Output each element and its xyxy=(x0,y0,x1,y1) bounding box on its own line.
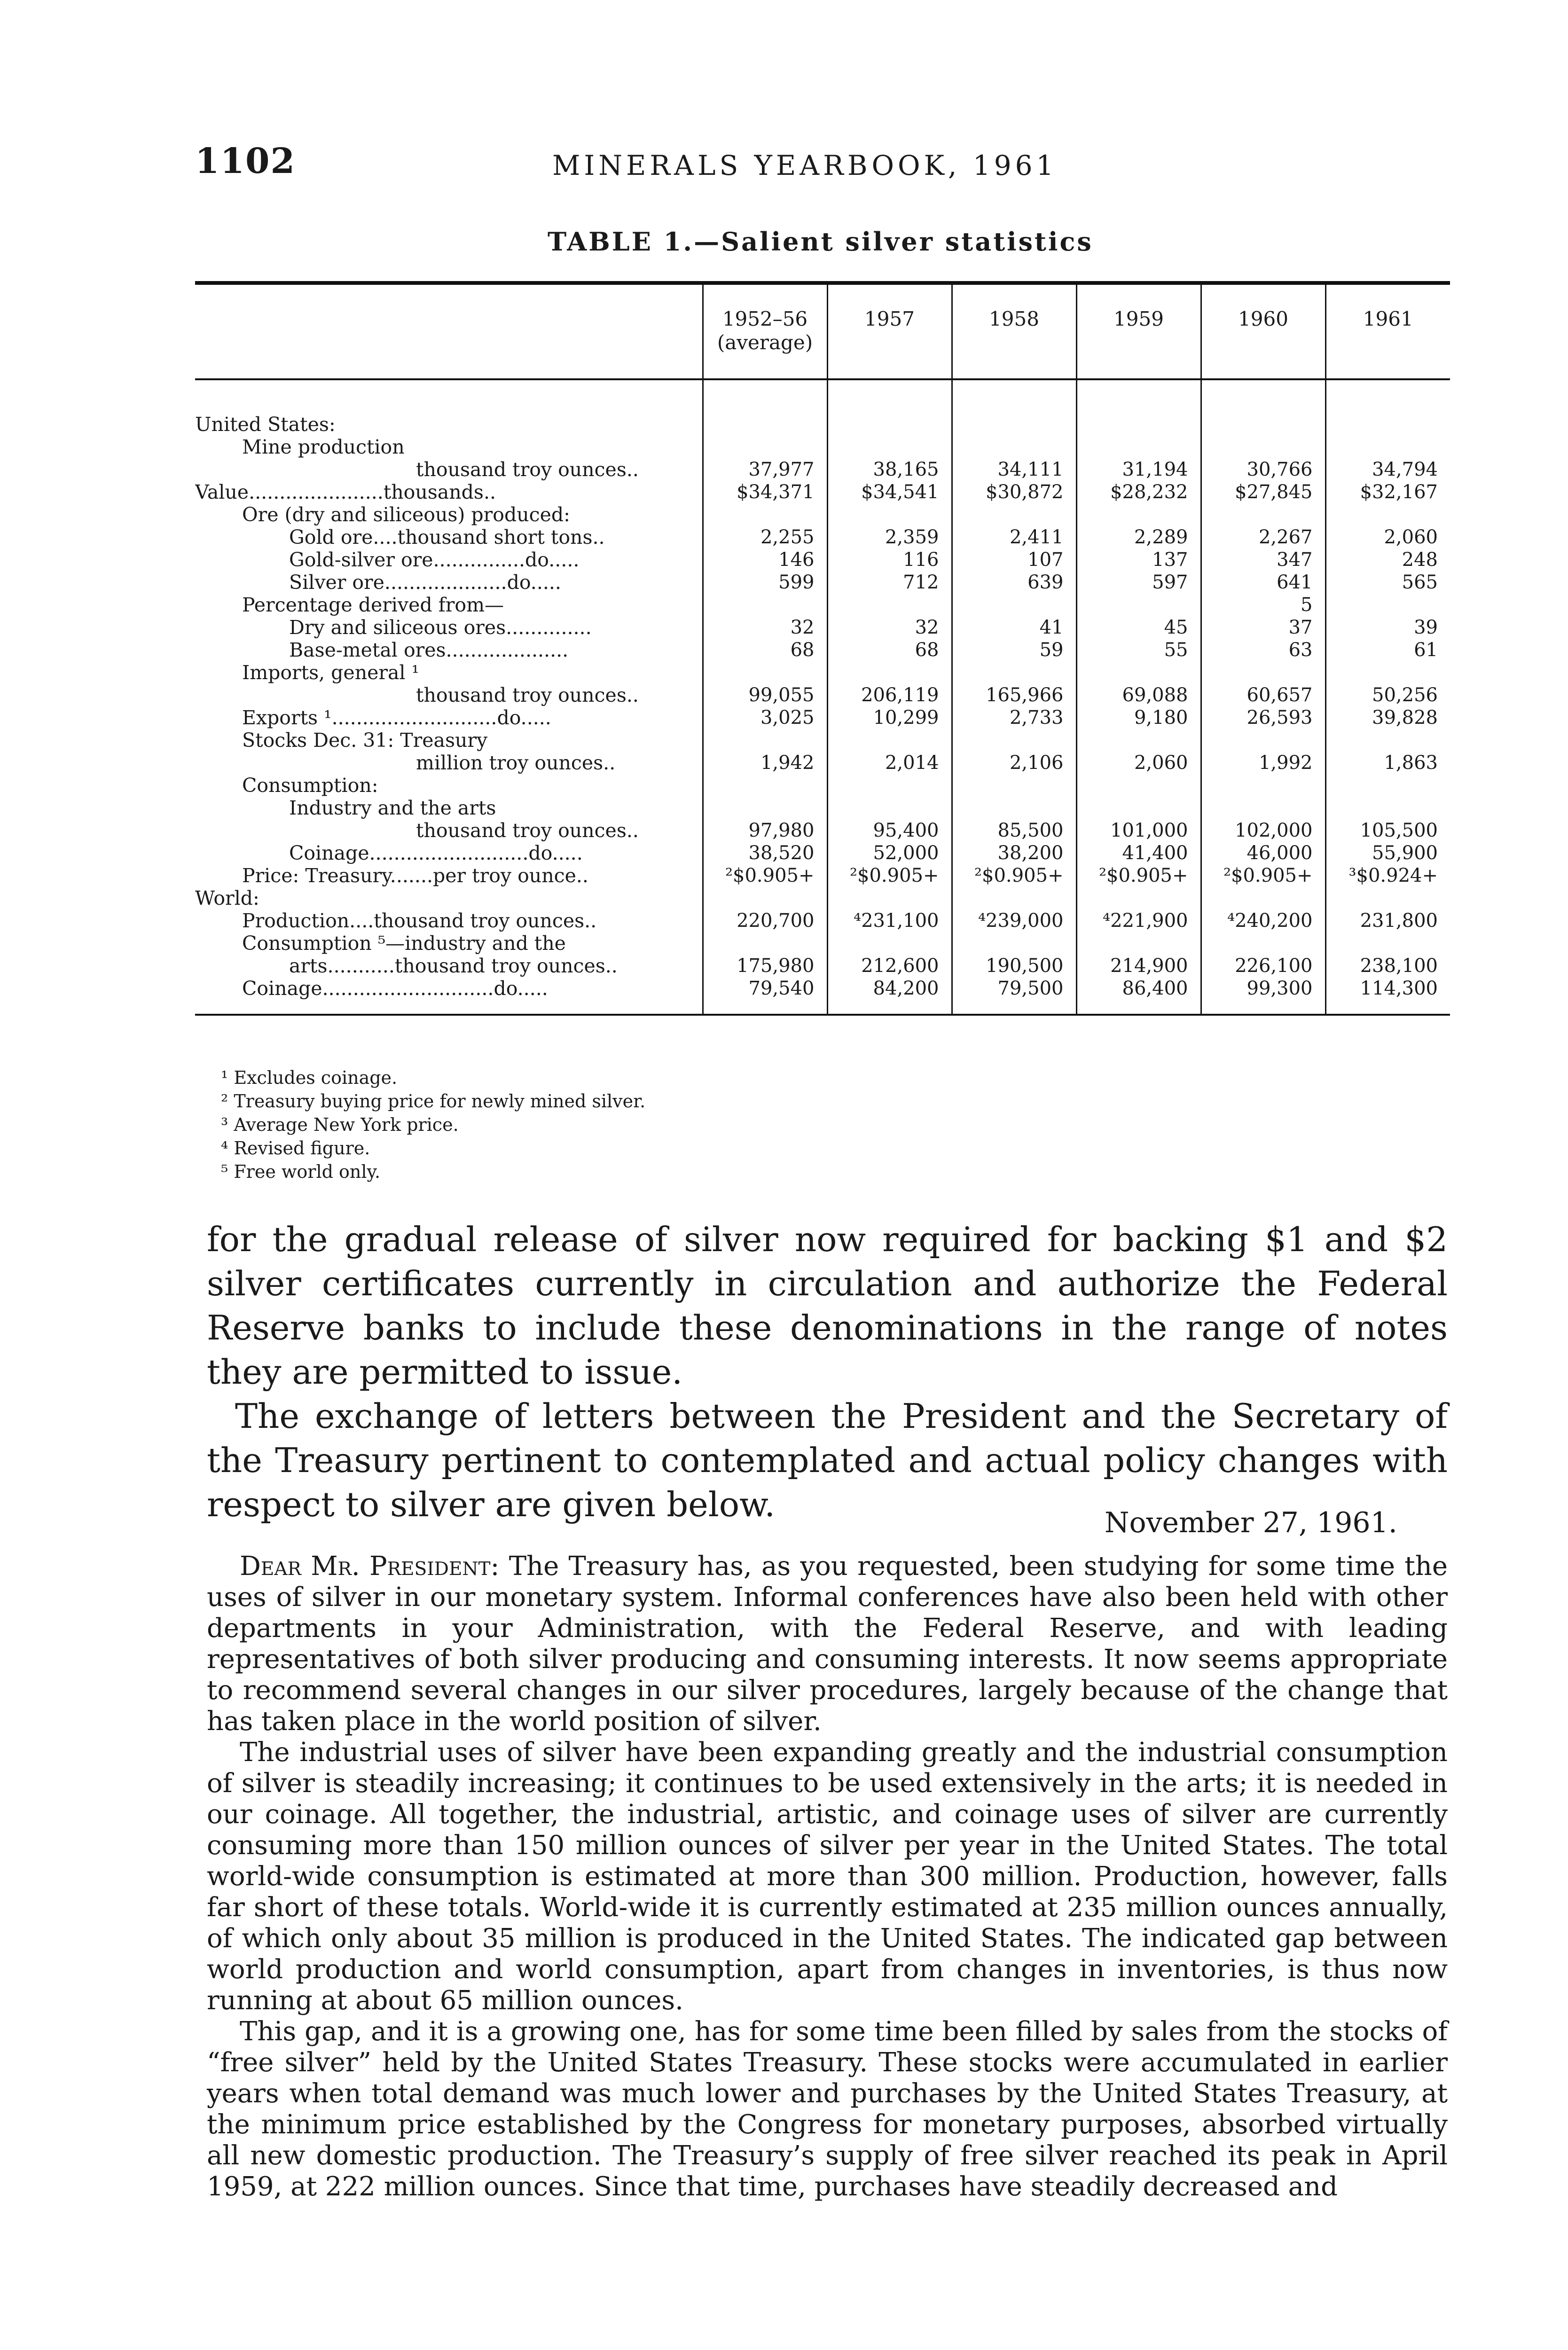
row-value: 41,400 xyxy=(1076,842,1201,864)
letter-paragraph: This gap, and it is a growing one, has for some time been filled by sales from the stocks of “free silver” held by the United States Treasury. These stocks were accumulated in earlier years when total demand was much lower and purchases by the United States Treasury, at the minimum price established by the Congress for monetary purposes, absorbed virtually all new domestic production. The Treasury’s supply of free silver reached its peak in April 1959, at 222 million ounces. Since that time, purchases have steadily decreased and xyxy=(207,2016,1448,2202)
row-value: 2,060 xyxy=(1325,526,1450,548)
row-label: Ore (dry and siliceous) produced: xyxy=(242,503,570,526)
row-label: Value......................thousands.. xyxy=(195,481,496,503)
row-value: 55 xyxy=(1076,639,1201,661)
column-header: 1959 xyxy=(1076,283,1201,379)
header-label-cell xyxy=(195,283,703,379)
row-value: 238,100 xyxy=(1325,955,1450,977)
row-value: 1,942 xyxy=(703,752,827,774)
row-value xyxy=(703,436,827,458)
row-value: 206,119 xyxy=(827,684,952,706)
row-value: $34,541 xyxy=(827,481,952,503)
row-value: 175,980 xyxy=(703,955,827,977)
row-label: arts...........thousand troy ounces.. xyxy=(289,955,618,977)
row-value xyxy=(827,797,952,819)
row-value: 2,733 xyxy=(952,706,1076,729)
row-value: 1,863 xyxy=(1325,752,1450,774)
row-value xyxy=(952,436,1076,458)
row-value xyxy=(703,379,827,436)
row-value xyxy=(703,797,827,819)
row-value xyxy=(952,932,1076,955)
row-value: 2,255 xyxy=(703,526,827,548)
row-value: 2,411 xyxy=(952,526,1076,548)
row-value xyxy=(952,379,1076,436)
row-value xyxy=(703,932,827,955)
table-row xyxy=(195,864,1450,887)
row-value: 84,200 xyxy=(827,977,952,1015)
table-row xyxy=(195,684,1450,706)
row-value: 38,165 xyxy=(827,458,952,481)
row-value xyxy=(1325,797,1450,819)
column-header: 1952–56 (average) xyxy=(703,283,827,379)
row-value xyxy=(703,503,827,526)
table-footnotes xyxy=(221,1066,645,1183)
row-value: ²$0.905+ xyxy=(1201,864,1325,887)
row-value xyxy=(1201,436,1325,458)
row-value: 212,600 xyxy=(827,955,952,977)
row-value: 137 xyxy=(1076,548,1201,571)
row-value xyxy=(1076,594,1201,616)
table-row xyxy=(195,932,1450,955)
footnote: ⁴ Revised figure. xyxy=(221,1138,370,1159)
row-value: 55,900 xyxy=(1325,842,1450,864)
row-value: 79,540 xyxy=(703,977,827,1015)
table-row xyxy=(195,819,1450,842)
footnote: ⁵ Free world only. xyxy=(221,1161,381,1182)
table-row xyxy=(195,458,1450,481)
row-label: Industry and the arts xyxy=(289,797,496,819)
row-value: 599 xyxy=(703,571,827,594)
row-value xyxy=(1076,661,1201,684)
row-value: 31,194 xyxy=(1076,458,1201,481)
footnote: ² Treasury buying price for newly mined silver. xyxy=(221,1091,646,1112)
row-value: 146 xyxy=(703,548,827,571)
row-value: ⁴231,100 xyxy=(827,909,952,932)
row-value: ²$0.905+ xyxy=(952,864,1076,887)
row-value xyxy=(827,379,952,436)
row-value: $27,845 xyxy=(1201,481,1325,503)
body-paragraph: for the gradual release of silver now required for backing $1 and $2 silver certificates currently in circulation and authorize the Federal Reserve banks to include these denominations in the range of notes they are permitted to issue. xyxy=(207,1220,1448,1392)
row-value: 116 xyxy=(827,548,952,571)
row-value xyxy=(1325,729,1450,752)
table-row xyxy=(195,955,1450,977)
row-value xyxy=(703,661,827,684)
row-value: 641 xyxy=(1201,571,1325,594)
row-value: 34,794 xyxy=(1325,458,1450,481)
row-label: Consumption: xyxy=(242,774,378,797)
table-header-row xyxy=(195,283,1450,379)
row-value: 60,657 xyxy=(1201,684,1325,706)
row-value xyxy=(703,887,827,909)
row-value: ²$0.905+ xyxy=(703,864,827,887)
row-value xyxy=(1325,887,1450,909)
row-value: $28,232 xyxy=(1076,481,1201,503)
letter-paragraph: The industrial uses of silver have been expanding greatly and the industrial consumption of silver is steadily increasing; it continues to be used extensively in the arts; it is needed in our coinage. All together, the industrial, artistic, and coinage uses of silver are currently consuming more than 150 million ounces of silver per year in the United States. The total world-wide consumption is estimated at more than 300 million. Production, however, falls far short of these totals. World-wide it is currently estimated at 235 million ounces annually, of which only about 35 million is produced in the United States. The indicated gap between world production and world consumption, apart from changes in inventories, is thus now running at about 65 million ounces. xyxy=(207,1737,1448,2016)
running-title: MINERALS YEARBOOK, 1961 xyxy=(552,149,1058,181)
row-value xyxy=(827,594,952,616)
row-value: 79,500 xyxy=(952,977,1076,1015)
row-value: 105,500 xyxy=(1325,819,1450,842)
row-value: 2,359 xyxy=(827,526,952,548)
row-value xyxy=(1076,887,1201,909)
row-value: 565 xyxy=(1325,571,1450,594)
row-value: ⁴221,900 xyxy=(1076,909,1201,932)
row-value xyxy=(1201,729,1325,752)
row-value xyxy=(1076,436,1201,458)
table-row xyxy=(195,526,1450,548)
row-value xyxy=(827,887,952,909)
row-value xyxy=(827,436,952,458)
row-value: 165,966 xyxy=(952,684,1076,706)
row-value: 32 xyxy=(827,616,952,639)
row-value xyxy=(952,729,1076,752)
row-label: Gold-silver ore...............do..... xyxy=(289,548,580,571)
row-value: 46,000 xyxy=(1201,842,1325,864)
row-value: 2,014 xyxy=(827,752,952,774)
letter-body xyxy=(207,1551,1448,2202)
row-value: 231,800 xyxy=(1325,909,1450,932)
row-value xyxy=(1201,932,1325,955)
row-label: Base-metal ores.................... xyxy=(289,639,569,661)
row-value: 2,267 xyxy=(1201,526,1325,548)
row-value: 61 xyxy=(1325,639,1450,661)
row-value: 95,400 xyxy=(827,819,952,842)
footnote: ³ Average New York price. xyxy=(221,1114,459,1135)
row-value xyxy=(1325,661,1450,684)
table-row xyxy=(195,729,1450,752)
row-value xyxy=(952,661,1076,684)
table-row xyxy=(195,774,1450,797)
row-value xyxy=(703,729,827,752)
row-value: 97,980 xyxy=(703,819,827,842)
table-row xyxy=(195,977,1450,1015)
row-value: $30,872 xyxy=(952,481,1076,503)
row-value xyxy=(952,797,1076,819)
row-value xyxy=(1325,503,1450,526)
row-value: 347 xyxy=(1201,548,1325,571)
row-value xyxy=(1325,379,1450,436)
row-value: 32 xyxy=(703,616,827,639)
table-title: TABLE 1.—Salient silver statistics xyxy=(548,227,1093,257)
table-row xyxy=(195,661,1450,684)
row-value xyxy=(1325,932,1450,955)
column-header: 1957 xyxy=(827,283,952,379)
row-label: million troy ounces.. xyxy=(416,752,616,774)
row-value xyxy=(827,774,952,797)
row-value xyxy=(1325,594,1450,616)
letter-salutation: Dear Mr. President: xyxy=(240,1551,500,1582)
row-value xyxy=(1201,887,1325,909)
row-value: ²$0.905+ xyxy=(1076,864,1201,887)
table-row xyxy=(195,842,1450,864)
row-value xyxy=(827,661,952,684)
table-row xyxy=(195,887,1450,909)
row-value: 86,400 xyxy=(1076,977,1201,1015)
table-row xyxy=(195,909,1450,932)
row-value: 597 xyxy=(1076,571,1201,594)
row-label: Coinage..........................do..... xyxy=(289,842,583,864)
row-value: 39 xyxy=(1325,616,1450,639)
row-label: Mine production xyxy=(242,436,405,458)
row-value: ⁴239,000 xyxy=(952,909,1076,932)
table-row xyxy=(195,594,1450,616)
row-value xyxy=(827,729,952,752)
table-row xyxy=(195,616,1450,639)
page-number: 1102 xyxy=(195,141,296,181)
table-row xyxy=(195,548,1450,571)
row-value: ⁴240,200 xyxy=(1201,909,1325,932)
table-body xyxy=(195,379,1450,1015)
row-label: World: xyxy=(195,887,259,909)
row-value xyxy=(1201,774,1325,797)
row-label: Percentage derived from— xyxy=(242,594,504,616)
row-value: 68 xyxy=(827,639,952,661)
row-value: 68 xyxy=(703,639,827,661)
row-value xyxy=(952,503,1076,526)
row-value: 2,106 xyxy=(952,752,1076,774)
row-value xyxy=(1201,503,1325,526)
row-value: 45 xyxy=(1076,616,1201,639)
row-value: 34,111 xyxy=(952,458,1076,481)
row-value: 26,593 xyxy=(1201,706,1325,729)
row-value: 85,500 xyxy=(952,819,1076,842)
letter-paragraph-text: The Treasury has, as you requested, been studying for some time the uses of silver in our monetary system. Informal conferences have also been held with other departments in your Administration, with the Federal Reserve, and with leading representatives of both silver producing and consuming interests. It now seems appropriate to recommend several changes in our silver procedures, largely because of the change that has taken place in the world position of silver. xyxy=(207,1551,1448,1737)
row-value xyxy=(1201,797,1325,819)
page-header xyxy=(195,141,1450,193)
table-row xyxy=(195,481,1450,503)
row-value xyxy=(952,887,1076,909)
row-value: 101,000 xyxy=(1076,819,1201,842)
row-label: United States: xyxy=(195,413,336,436)
letter-paragraph xyxy=(207,1551,1448,1737)
row-label: Production....thousand troy ounces.. xyxy=(242,909,597,932)
table-row xyxy=(195,379,1450,436)
column-header: 1960 xyxy=(1201,283,1325,379)
row-value: 38,200 xyxy=(952,842,1076,864)
row-value: 1,992 xyxy=(1201,752,1325,774)
table-row xyxy=(195,752,1450,774)
row-value xyxy=(1201,379,1325,436)
row-value: 248 xyxy=(1325,548,1450,571)
row-value: 190,500 xyxy=(952,955,1076,977)
row-value: 69,088 xyxy=(1076,684,1201,706)
row-label: thousand troy ounces.. xyxy=(416,684,639,706)
row-label: Exports ¹...........................do..... xyxy=(242,706,551,729)
row-value xyxy=(1076,729,1201,752)
table-row xyxy=(195,706,1450,729)
row-value: ²$0.905+ xyxy=(827,864,952,887)
row-label: Coinage............................do..... xyxy=(195,977,703,1015)
table-row xyxy=(195,797,1450,819)
row-value xyxy=(1076,774,1201,797)
body-paragraph: The exchange of letters between the President and the Secretary of the Treasury pertinent to contemplated and actual policy changes with respect to silver are given below. xyxy=(207,1396,1448,1524)
row-value: 37,977 xyxy=(703,458,827,481)
row-value: 10,299 xyxy=(827,706,952,729)
row-value xyxy=(1325,436,1450,458)
row-value: 3,025 xyxy=(703,706,827,729)
footnote: ¹ Excludes coinage. xyxy=(221,1067,398,1088)
row-value: ³$0.924+ xyxy=(1325,864,1450,887)
row-value xyxy=(1076,797,1201,819)
row-value xyxy=(1076,932,1201,955)
salient-silver-statistics-table xyxy=(195,281,1450,1016)
row-value xyxy=(1076,379,1201,436)
row-value xyxy=(703,594,827,616)
row-label: Dry and siliceous ores.............. xyxy=(289,616,592,639)
row-value: $34,371 xyxy=(703,481,827,503)
row-value: 37 xyxy=(1201,616,1325,639)
row-value xyxy=(1325,774,1450,797)
row-label: thousand troy ounces.. xyxy=(416,458,639,481)
row-label: Stocks Dec. 31: Treasury xyxy=(242,729,488,752)
row-value: $32,167 xyxy=(1325,481,1450,503)
row-value: 99,055 xyxy=(703,684,827,706)
row-value: 39,828 xyxy=(1325,706,1450,729)
row-value: 9,180 xyxy=(1076,706,1201,729)
body-text xyxy=(207,1217,1448,1527)
row-value: 63 xyxy=(1201,639,1325,661)
row-value: 99,300 xyxy=(1201,977,1325,1015)
row-value xyxy=(952,594,1076,616)
letter-date: November 27, 1961. xyxy=(1105,1506,1397,1539)
column-header: 1961 xyxy=(1325,283,1450,379)
table-row xyxy=(195,503,1450,526)
row-value xyxy=(1076,503,1201,526)
table-row xyxy=(195,571,1450,594)
row-value: 712 xyxy=(827,571,952,594)
row-value: 214,900 xyxy=(1076,955,1201,977)
row-label: thousand troy ounces.. xyxy=(416,819,639,842)
row-value: 38,520 xyxy=(703,842,827,864)
column-header: 1958 xyxy=(952,283,1076,379)
row-value: 220,700 xyxy=(703,909,827,932)
row-label: Silver ore....................do..... xyxy=(289,571,561,594)
row-value xyxy=(827,503,952,526)
row-label: Consumption ⁵—industry and the xyxy=(242,932,566,955)
row-value xyxy=(1201,661,1325,684)
row-value: 50,256 xyxy=(1325,684,1450,706)
row-value: 59 xyxy=(952,639,1076,661)
row-value: 5 xyxy=(1201,594,1325,616)
row-value: 107 xyxy=(952,548,1076,571)
row-value: 2,060 xyxy=(1076,752,1201,774)
row-value: 41 xyxy=(952,616,1076,639)
row-value: 114,300 xyxy=(1325,977,1450,1015)
row-value xyxy=(952,774,1076,797)
table-row xyxy=(195,436,1450,458)
row-label: Gold ore....thousand short tons.. xyxy=(289,526,605,548)
row-value: 639 xyxy=(952,571,1076,594)
row-label: Imports, general ¹ xyxy=(242,661,419,684)
row-value: 52,000 xyxy=(827,842,952,864)
row-label: Price: Treasury.......per troy ounce.. xyxy=(242,864,588,887)
table-row xyxy=(195,639,1450,661)
row-value xyxy=(827,932,952,955)
row-value: 30,766 xyxy=(1201,458,1325,481)
row-value: 102,000 xyxy=(1201,819,1325,842)
row-value: 226,100 xyxy=(1201,955,1325,977)
row-value: 2,289 xyxy=(1076,526,1201,548)
row-value xyxy=(703,774,827,797)
